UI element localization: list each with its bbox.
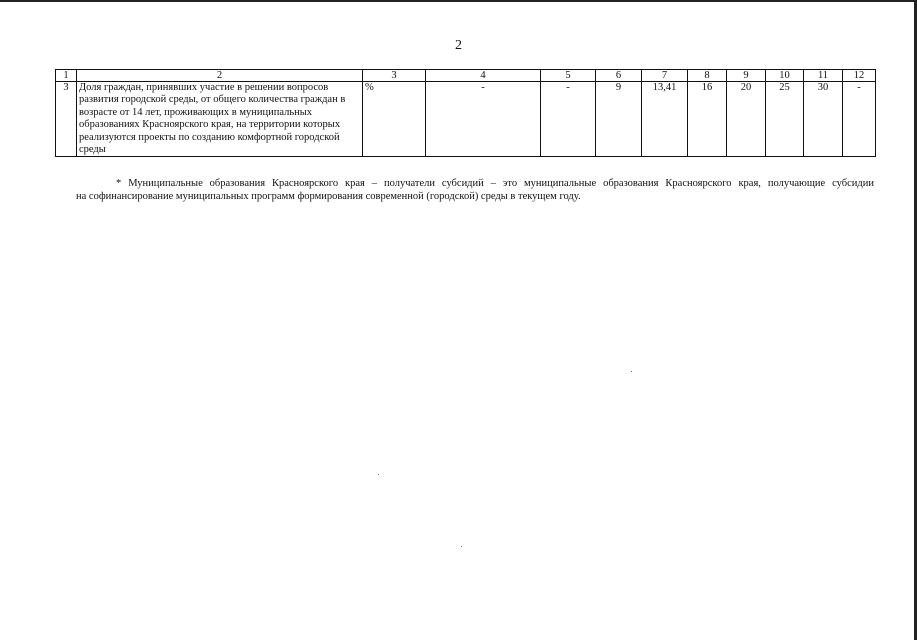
- scan-speck: [631, 371, 632, 372]
- column-header: 2: [77, 70, 363, 82]
- column-header: 8: [688, 70, 727, 82]
- scan-speck: [378, 474, 379, 475]
- row-number-cell: 3: [56, 82, 77, 157]
- value-cell: -: [426, 82, 541, 157]
- table-row: [56, 82, 876, 157]
- footnote-line: на софинансирование муниципальных программ формирования современной (городской) среды в текущем году.: [76, 190, 581, 202]
- table-header-row: [56, 70, 876, 82]
- footnote: [78, 178, 874, 203]
- value-cell: 25: [766, 82, 804, 157]
- column-header: 11: [804, 70, 843, 82]
- unit-cell: %: [363, 82, 426, 157]
- indicator-name-cell: Доля граждан, принявших участие в решении вопросов развития городской среды, от общего количества граждан в возрасте от 14 лет, проживающих в муниципальных образованиях Красноярского края, на территории которых реализуются проекты по созданию комфортной городской среды: [77, 82, 363, 157]
- column-header: 3: [363, 70, 426, 82]
- column-header: 9: [727, 70, 766, 82]
- scan-speck: [461, 546, 462, 547]
- value-cell: 20: [727, 82, 766, 157]
- indicators-table: [55, 69, 876, 157]
- value-cell: 9: [596, 82, 642, 157]
- column-header: 1: [56, 70, 77, 82]
- column-header: 12: [843, 70, 876, 82]
- value-cell: 16: [688, 82, 727, 157]
- scan-border-top: [0, 0, 917, 2]
- column-header: 10: [766, 70, 804, 82]
- column-header: 7: [642, 70, 688, 82]
- value-cell: 13,41: [642, 82, 688, 157]
- column-header: 6: [596, 70, 642, 82]
- page-number: 2: [455, 38, 462, 53]
- footnote-line: * Муниципальные образования Красноярского края – получатели субсидий – это муниципальные образования Красноярского края, получающие субсидии: [116, 178, 874, 189]
- column-header: 4: [426, 70, 541, 82]
- value-cell: -: [843, 82, 876, 157]
- column-header: 5: [541, 70, 596, 82]
- value-cell: 30: [804, 82, 843, 157]
- value-cell: -: [541, 82, 596, 157]
